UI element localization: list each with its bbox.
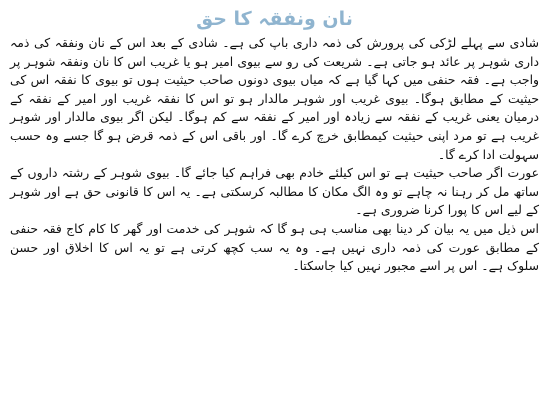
paragraph-1: شادی سے پہلے لڑکی کی پرورش کی ذمہ داری باپ کی ہے۔ شادی کے بعد اس کے نان ونفقہ کی ذمہ داری شوہر پر عائد ہو جاتی ہے۔ شریعت کی رو سے بیوی امیر ہو یا غریب اس کا نان ونفقہ شوہر پر واجب ہے۔ فقہ حنفی میں کہا گیا ہے کہ میاں بیوی دونوں صاحب حیثیت ہوں تو بیوی کا نفقہ اس کی حیثیت کے مطابق ہوگا۔ بیوی غریب اور شوہر مالدار ہو تو اس کا نفقہ غریب اور امیر کے نفقہ کے درمیان یعنی غریب کے نفقہ سے زیادہ اور امیر کے نفقہ سے کم ہوگا۔ لیکن اگر بیوی مالدار اور شوہر غریب ہے تو مرد اپنی حیثیت کیمطابق خرچ کرے گا۔ اور باقی اس کے ذمہ قرض ہو گا جسے وہ حسب سہولت ادا کرے گا۔ xyxy=(10,35,539,162)
paragraph-2: عورت اگر صاحب حیثیت ہے تو اس کیلئے خادم بھی فراہم کیا جائے گا۔ بیوی شوہر کے رشتہ داروں کے ساتھ مل کر رہنا نہ چاہے تو وہ الگ مکان کا مطالبہ کرسکتی ہے۔ یہ اس کا قانونی حق ہے اور شوہر کے لیے اس کا پورا کرنا ضروری ہے۔ xyxy=(10,165,539,218)
paragraph-3: اس ذیل میں یہ بیان کر دینا بھی مناسب ہی ہو گا کہ شوہر کی خدمت اور گھر کا کام کاج فقہ حنفی کے مطابق عورت کی ذمہ داری نہیں ہے۔ وہ یہ سب کچھ کرتی ہے تو یہ اس کا اخلاق اور حسن سلوک ہے۔ اس پر اسے مجبور نہیں کیا جاسکتا۔ xyxy=(10,220,539,274)
document-body xyxy=(10,34,539,276)
page-title: نان ونفقہ کا حق xyxy=(196,8,353,30)
